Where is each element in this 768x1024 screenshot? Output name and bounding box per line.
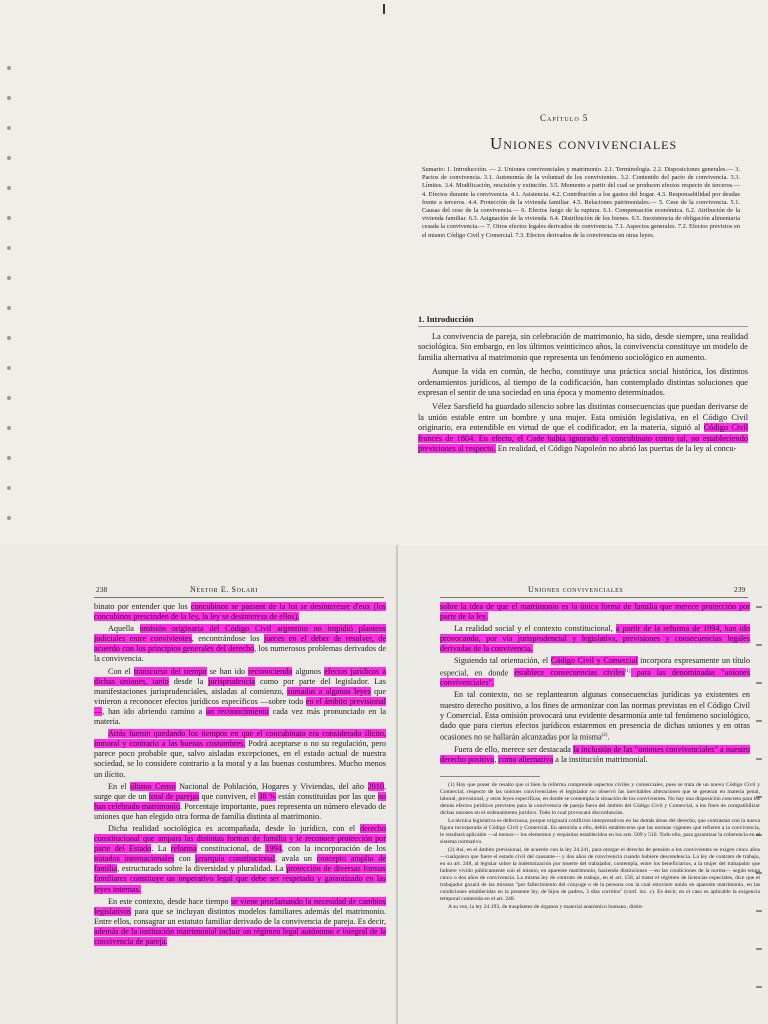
footnotes [440, 782, 760, 912]
paragraph: Atrás fueron quedando los tiempos en que el concubinato era considerado ilícito, inmoral y contrario a las buenas costumbres. Podrá aceptarse o no su regulación, pero parece poco probable que, salvo aisladas excepciones, en el estado actual de nuestra sociedad, se lo considere contrario a la moral y a las buenas costumbres. Mucho menos un ilícito. [94, 729, 386, 779]
footnote: La técnica legislativa es defectuosa, porque originará conflictos interpretativos en las demás áreas del derecho, que contrastan con la nueva figura incorporada al Código Civil y Comercial. En atención a ello, debió establecerse que las normas vigentes que refieren a la convivencia, le resultará aplicable —al menos— los elementos y requisitos establecidos en los arts. 509 y 510. Todo ello, para garantizar la coherencia en el sistema normativo. [440, 818, 760, 845]
paragraph: Dicha realidad sociológica es acompañada, desde lo jurídico, con el derecho constitucional que ampara las distintas formas de familia y le reconoce protección por parte del Estado. La reforma constitucional, de 1994, con la incorporación de los tratados internacionales con jerarquía constitucional, avala un concepto amplio de familia, estructurado sobre la diversidad y pluralidad. La protección de diversas formas familiares constituye un imperativo legal que debe ser respetado y garantizado en las leyes internas. [94, 823, 386, 894]
paragraph: Vélez Sarsfield ha guardado silencio sobre las distintas consecuencias que puedan derivarse de la unión estable entre un hombre y una mujer. Esta omisión legislativa, en el Código Civil originario, era entendible en virtud de que el codificador, en la materia, siguió al Código Civil francés de 1804. En efecto, el Code había ignorado el concubinato como tal, no estableciendo previsiones al respecto. En realidad, el Código Napoleón no abrió las puertas de la ley al concu- [418, 402, 749, 454]
running-head: Néstor E. Solari [190, 585, 258, 594]
paragraph: binato por entender que los concubinos se passent de la loi se desinteresse d'eux (los concubinos prescinden de la ley, la ley se desinteresa de ellos). [94, 602, 386, 622]
footnote: A su vez, la ley 24.193, de trasplantes de órganos y material anatómico humano, distin- [448, 904, 644, 910]
running-head: Uniones convivenciales [528, 585, 624, 594]
left-body [94, 602, 386, 949]
paragraph: Aunque la vida en común, de hecho, constituye una práctica social histórica, los distintos ordenamientos jurídicos, al tiempo de la codificación, han contemplado distintas soluciones que expresan el sentir de una sociedad en una época y momento determinados. [418, 367, 748, 398]
margin-dots [2, 40, 16, 520]
footnote: (2) Así, en el ámbito previsional, de acuerdo con la ley 24.241, para otorgar el derecho de pensión a los convivientes se exigen cinco años —cualquiera que fuere el estado civil del causante— y dos años de convivencia cuando hubiere descendencia. La ley de contrato de trabajo, en su art. 248, al legislar sobre la indemnización por muerte del trabajador, contempla, entre los beneficiarios, a la mujer del trabajador que hubiere vivido públicamente con el mismo, en aparente matrimonio, haciendo distinciones —en las condiciones de la norma— según tenga cinco o dos años de convivencia. La misma ley de contrato de trabajo, en el art. 158, al tratar el régimen de licencias especiales, dice que el trabajador gozará de las mismas "por fallecimiento del cónyuge o de la persona con la cual estuviere unido en aparente matrimonio, en las condiciones establecidas en la presente ley, de hijos de padres, 3 días corridos" (conf. inc. c). Es decir, en el caso es aplicable la exigencia temporal contenida en el art. 248. [440, 847, 760, 902]
chapter-title: Uniones convivenciales [490, 134, 678, 153]
paragraph: sobre la idea de que el matrimonio es la única forma de familia que merece protección por parte de la ley. [440, 602, 750, 622]
paragraph: Fuera de ello, merece ser destacada la inclusión de las "uniones convivenciales" a nuestro derecho positivo, como alternativa a la institución matrimonial. [440, 744, 750, 764]
section-heading: 1. Introducción [418, 314, 474, 324]
page-left [0, 545, 398, 1024]
footnote: (1) Hay que poner de resalto que si bien la reforma comprende aspectos civiles y comerciales, pues se trata de un nuevo Código Civil y Comercial, respecto de las uniones convivenciales el legislador no observó las inevitables alteraciones que se generan en materia penal, laboral, previsional, y otras leyes específicas, en donde se contempla la situación de los convivientes. No hay una disposición concreta para los demás efectos jurídicos previstos para la convivencia de pareja fuera del ámbito del Código Civil y Comercial, a los fines de compatibilizar dichas uniones en el ordenamiento jurídico. Todo lo cual provocará discordancias. [440, 782, 760, 816]
paragraph: Aquella omisión originaria del Código Civil argentino no impidió planteos judiciales entre convivientes, encontrándose los jueces en el deber de resolver, de acuerdo con los principios generales del derecho, los numerosos problemas derivados de la convivencia. [94, 624, 387, 664]
right-body [440, 602, 750, 767]
paragraph: En el último Censo Nacional de Población, Hogares y Viviendas, del año 2010, surge que de un total de parejas que conviven, el 38 % están constituidas por las que no han celebrado matrimonio. Porcentaje importante, pues representa un número elevado de uniones que han elegido otra forma de familia distinta al matrimonio. [94, 781, 386, 821]
header-rule [440, 597, 748, 598]
paragraph: Con el transcurso del tiempo se han ido reconociendo algunos efectos jurídicos a dichas uniones, tanto desde la jurisprudencia como por parte del legislador. Las manifestaciones jurisprudenciales, aisladas al comienzo, sumadas a algunas leyes que vinieron a reconocer efectos jurídicos específicos —sobre todo en el ámbito previsional—, han ido abriendo camino a un reconocimiento cada vez más pronunciado en la materia. [94, 666, 387, 727]
section-rule [418, 326, 748, 327]
paragraph: En este contexto, desde hace tiempo se viene proclamando la necesidad de cambios legislativos para que se incluyan distintos modelos familiares además del matrimonio. Entre ellos, consagrar un estatuto familiar derivado de la convivencia de pareja. Es decir, además de la institución matrimonial incluir un régimen legal autónomo e integral de la convivencia de pareja. [94, 896, 386, 946]
paragraph: La realidad social y el contexto constitucional, a partir de la reforma de 1994, han ido provocando, por vía jurisprudencial y legislativa, previsiones y consecuencias legales derivadas de la convivencia. [440, 624, 750, 654]
header-rule [94, 597, 384, 598]
chapter-summary: Sumario: 1. Introducción. — 2. Uniones convivenciales y matrimonio. 2.1. Terminología. 2.2. Disposiciones generales.— 3. Pactos de convivencia. 3.1. Autonomía de la voluntad de los convivientes. 3.2. Contenido del pacto de convivencia. 3.3. Límites. 3.4. Modificación, rescisión y extinción. 3.5. Momento a partir del cual se producen efectos respecto de terceros.— 4. Efectos durante la convivencia. 4.1. Asistencia. 4.2. Contribución a los gastos del hogar. 4.3. Responsabilidad por deudas frente a terceros. 4.4. Protección de la vivienda familiar. 4.5. Relaciones patrimoniales.— 5. Cese de la convivencia. 5.1. Causas del cese de la convivencia.— 6. Efectos luego de la ruptura. 6.1. Compensación económica. 6.2. Atribución de la vivienda familiar. 6.3. Asignación de la vivienda. 6.4. Distribución de los bienes. 6.5. Inexistencia de obligación alimentaria cesada la convivencia.— 7. Otros efectos legales derivados de convivencia. 7.1. Aspectos generales. 7.2. Efectos previstos en el mismo Código Civil y Comercial. 7.3. Efectos derivados de la convivencia en otras leyes. [422, 166, 740, 239]
paragraph: Siguiendo tal orientación, el Código Civil y Comercial incorpora expresamente un título especial, en donde establece consecuencias civiles$^{(1)}$ para las denominadas "uniones convivenciales". [440, 656, 751, 688]
footnote-rule [440, 776, 540, 777]
page-number: 238 [96, 585, 108, 594]
paragraph: En tal contexto, no se replantearon algunas consecuencias jurídicas ya existentes en nuestro derecho positivo, a los fines de armonizar con las normas previstas en el Código Civil y Comercial. Esta omisión provocará una evidente desarmonía ante tal fenómeno sociológico, dado que para ciertos efectos jurídicos estaremos en presencia de dichas uniones y en otras ocasiones no se hallarán alcanzadas por la misma$^{(2)}$. [440, 690, 750, 742]
chapter-label: Capítulo 5 [540, 113, 589, 123]
paragraph: La convivencia de pareja, sin celebración de matrimonio, ha sido, desde siempre, una realidad sociológica. Sin embargo, en los últimos veinticinco años, la convivencia constituye un modelo de familia alternativa al matrimonio que representa un fenómeno sociológico en aumento. [418, 332, 748, 362]
intro-body [418, 332, 748, 458]
highlight: Código Civil francés de 1804. En efecto, el Code había ignorado el concubinato como tal, no estableciendo previsiones al respecto. [418, 423, 749, 454]
page-number: 239 [734, 585, 746, 594]
